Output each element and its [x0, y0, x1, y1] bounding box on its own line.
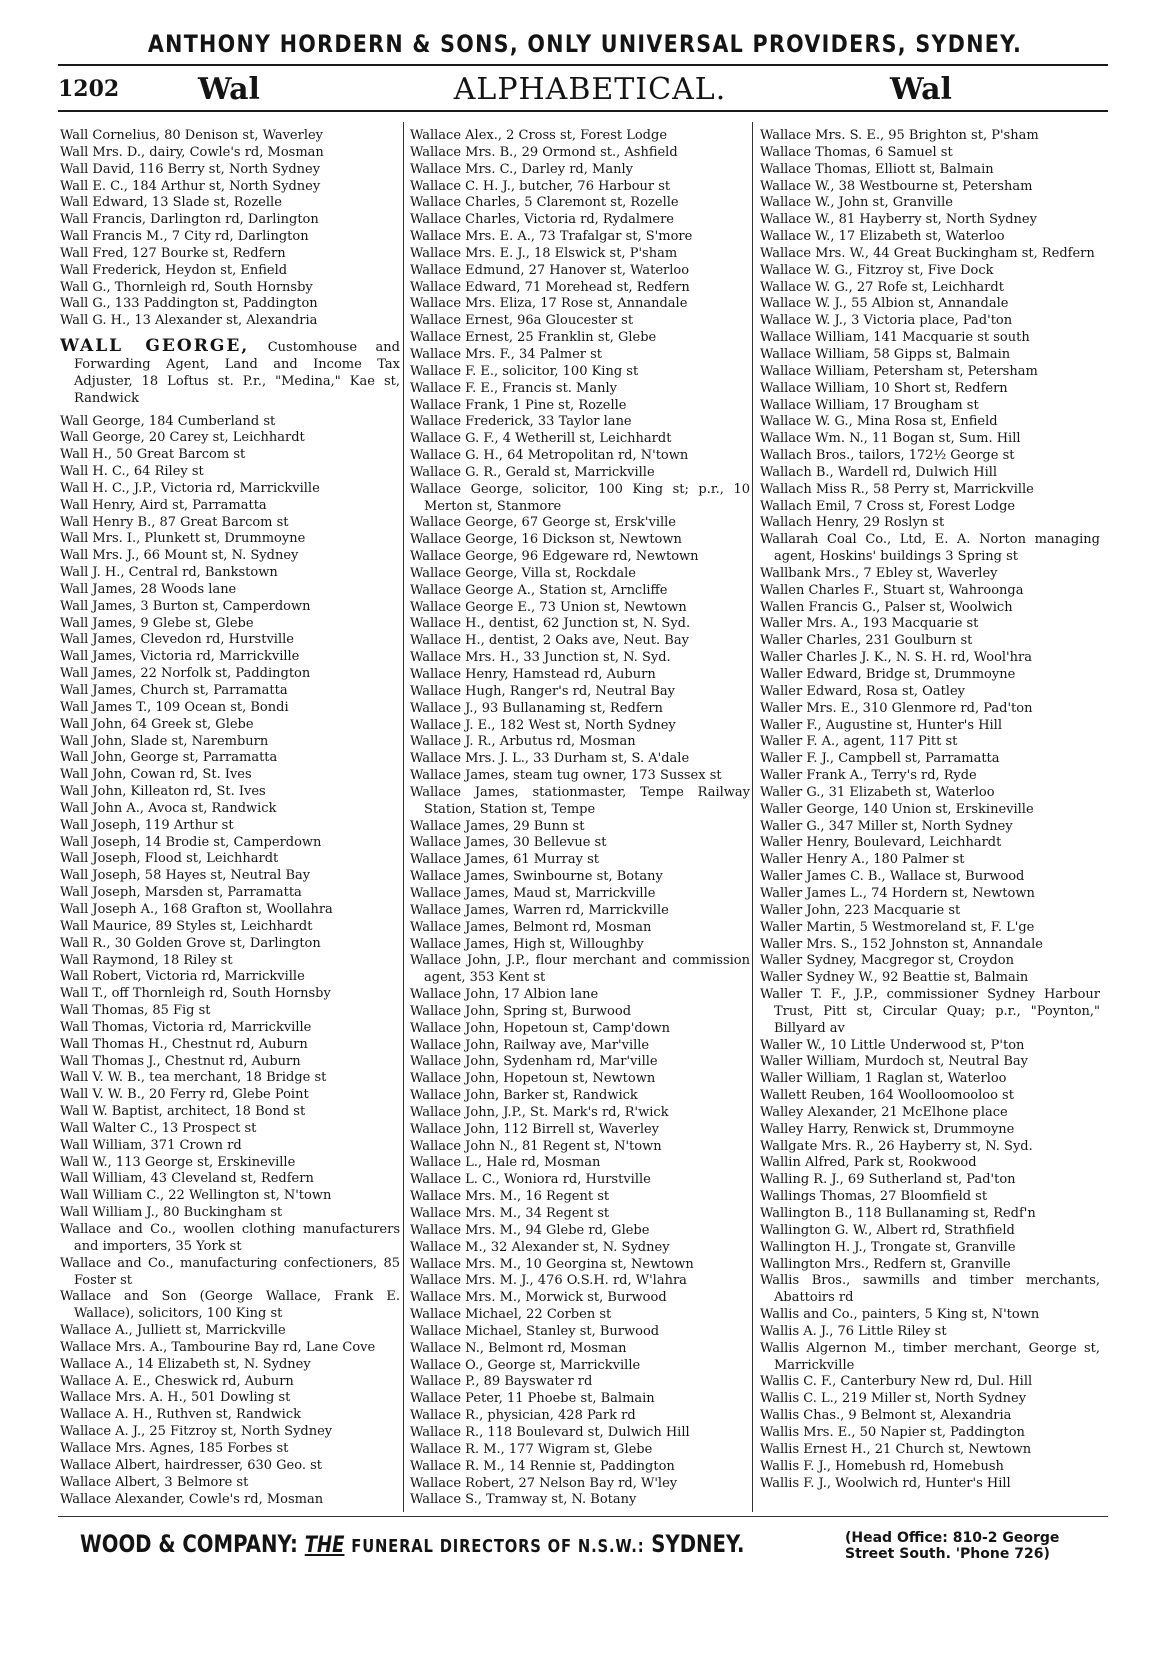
directory-entry: Wallace James, Maud st, Marrickville — [410, 885, 656, 901]
directory-entry: Wall Frederick, Heydon st, Enfield — [60, 262, 288, 278]
directory-entry: Wall John, Killeaton rd, St. Ives — [60, 784, 266, 800]
directory-entry: Wallace Peter, 11 Phoebe st, Balmain — [410, 1391, 655, 1407]
directory-entry: Wallace Albert, 3 Belmore st — [60, 1474, 249, 1490]
directory-entry: Wallace Mrs. A., Tambourine Bay rd, Lane Cove — [60, 1339, 376, 1355]
top-advert-banner: ANTHONY HORDERN & SONS, ONLY UNIVERSAL PROVIDERS, SYDNEY. — [147, 30, 1023, 58]
directory-entry: Waller Edward, Bridge st, Drummoyne — [760, 667, 1016, 682]
directory-entry: Wallace G. H., 64 Metropolitan rd, N'town — [410, 448, 689, 464]
directory-entry: Wall V. W. B., 20 Ferry rd, Glebe Point — [60, 1087, 309, 1103]
directory-entry: Wallace John, 17 Albion lane — [410, 987, 599, 1003]
directory-entry: Wall Thomas, Victoria rd, Marrickville — [60, 1019, 312, 1035]
directory-entry: Wallace J. R., Arbutus rd, Mosman — [410, 734, 636, 750]
directory-entry: Wallis F. J., Woolwich rd, Hunter's Hill — [760, 1475, 1011, 1491]
directory-entry: Wall John A., Avoca st, Randwick — [60, 800, 277, 816]
directory-entry: Wallace H., dentist, 2 Oaks ave, Neut. Bay — [410, 633, 689, 649]
directory-entry: Wallace John N., 81 Regent st, N'town — [410, 1138, 662, 1154]
directory-entry: Wall T., off Thornleigh rd, South Hornsby — [60, 986, 331, 1002]
directory-entry: Waller F. A., agent, 117 Pitt st — [760, 734, 958, 750]
directory-entry: Wall G., 133 Paddington st, Paddington — [60, 296, 318, 312]
directory-entry: Wallin Alfred, Park st, Rookwood — [760, 1155, 977, 1171]
directory-entry: Wallace James, 29 Bunn st — [410, 818, 585, 834]
directory-entry: Wallace George E., 73 Union st, Newtown — [410, 599, 687, 615]
directory-entry: Waller James C. B., Wallace st, Burwood — [760, 869, 1025, 885]
directory-entry: Wallace George, 67 George st, Ersk'ville — [410, 515, 676, 531]
directory-entry: Wallach Henry, 29 Roslyn st — [760, 515, 945, 531]
directory-entry: Wallace P., 89 Bayswater rd — [410, 1374, 593, 1390]
directory-entry: Wallace Mrs. M., Morwick st, Burwood — [410, 1290, 667, 1306]
directory-entry: Wallace A. J., 25 Fitzroy st, North Sydney — [60, 1424, 333, 1440]
directory-entry: Wallace A. E., Cheswick rd, Auburn — [60, 1373, 294, 1389]
bottom-advert — [80, 1530, 745, 1558]
directory-entry: Wall William C., 22 Wellington st, N'town — [60, 1188, 332, 1204]
directory-entry: Walley Alexander, 21 McElhone place — [760, 1104, 1008, 1120]
directory-entry: Wallace Mrs. C., Darley rd, Manly — [410, 161, 633, 177]
directory-entry: Wallace Mrs. S. E., 95 Brighton st, P'sham — [760, 128, 1039, 143]
directory-entry: Wallace George, solicitor, 100 King st; p.r., 10 Merton st, Stanmore — [410, 481, 750, 514]
directory-entry: Wallace Mrs. M., 16 Regent st — [410, 1189, 610, 1205]
directory-entry: Wall James, Church st, Parramatta — [60, 683, 288, 698]
directory-entry: Wallace James, High st, Willoughby — [410, 936, 644, 952]
directory-entry: Wall Joseph, Marsden st, Parramatta — [60, 885, 302, 901]
directory-entry: Wall Thomas J., Chestnut rd, Auburn — [60, 1053, 301, 1069]
directory-entry: Waller Mrs. A., 193 Macquarie st — [760, 616, 979, 632]
directory-entry: Wallach Miss R., 58 Perry st, Marrickville — [760, 481, 1034, 497]
directory-entry: Wallace A. H., Ruthven st, Randwick — [60, 1407, 301, 1423]
directory-entry: Wall Walter C., 13 Prospect st — [60, 1120, 257, 1136]
directory-entry: Wallace A., Julliett st, Marrickville — [60, 1323, 286, 1339]
directory-entry: Wallace W. G., Fitzroy st, Five Dock — [760, 262, 994, 278]
directory-entry: Wall W., 113 George st, Erskineville — [60, 1154, 296, 1170]
directory-entry: Wall E. C., 184 Arthur st, North Sydney — [60, 178, 321, 194]
directory-entry: Wallace R. M., 177 Wigram st, Glebe — [410, 1441, 653, 1457]
directory-entry: Wall James, 28 Woods lane — [60, 581, 237, 597]
directory-entry: Waller Sydney, Macgregor st, Croydon — [760, 953, 1014, 969]
directory-entry: Wall Robert, Victoria rd, Marrickville — [60, 969, 305, 985]
directory-entry: Wallace Mrs. A. H., 501 Dowling st — [60, 1390, 291, 1406]
directory-entry: Wall George, 20 Carey st, Leichhardt — [60, 430, 305, 446]
directory-column-2 — [410, 128, 750, 1509]
directory-entry: Wallace Mrs. E. A., 73 Trafalgar st, S'more — [410, 229, 693, 245]
directory-entry: Wallace W. J., 3 Victoria place, Pad'ton — [760, 313, 1013, 329]
directory-entry: Wallace R., 118 Boulevard st, Dulwich Hill — [410, 1424, 690, 1440]
directory-entry: Waller Henry, Boulevard, Leichhardt — [760, 835, 1002, 851]
directory-entry: Wallace M., 32 Alexander st, N. Sydney — [410, 1239, 670, 1255]
directory-entry: Wallach Bros., tailors, 172½ George st — [760, 448, 1015, 464]
directory-entry: Wallace Mrs. M., 94 Glebe rd, Glebe — [410, 1222, 650, 1238]
directory-entry: Wallace Mrs. M. J., 476 O.S.H. rd, W'lahra — [410, 1273, 687, 1289]
guide-word-left: Wal — [198, 72, 260, 107]
directory-entry: Wall J. H., Central rd, Bankstown — [60, 565, 278, 581]
directory-entry: Wallace George A., Station st, Arncliffe — [410, 582, 668, 598]
directory-entry: Wallace W. G., 27 Rofe st, Leichhardt — [760, 279, 1004, 295]
directory-entry: Wallace Charles, Victoria rd, Rydalmere — [410, 212, 674, 228]
directory-entry: Wallis Ernest H., 21 Church st, Newtown — [760, 1441, 1032, 1457]
directory-entry: Wallace W. G., Mina Rosa st, Enfield — [760, 414, 998, 430]
directory-entry: Waller G., 347 Miller st, North Sydney — [760, 818, 1013, 834]
directory-entry: Wall John, 64 Greek st, Glebe — [60, 716, 254, 732]
directory-entry: Wallace Mrs. Agnes, 185 Forbes st — [60, 1440, 289, 1456]
advert-tagline: FUNERAL DIRECTORS OF N.S.W.: — [351, 1536, 645, 1557]
directory-entry: Wall James, Victoria rd, Marrickville — [60, 649, 300, 665]
directory-entry: Wall W. Baptist, architect, 18 Bond st — [60, 1104, 306, 1120]
directory-entry: Wall James, 9 Glebe st, Glebe — [60, 615, 254, 631]
directory-entry: Waller William, Murdoch st, Neutral Bay — [760, 1054, 1029, 1070]
directory-entry: Wall Joseph A., 168 Grafton st, Woollahra — [60, 901, 333, 917]
directory-entry: Wallace Albert, hairdresser, 630 Geo. st — [60, 1457, 323, 1473]
directory-entry: Wall Francis, Darlington rd, Darlington — [60, 212, 319, 228]
directory-entry: Wallace Edward, 71 Morehead st, Redfern — [410, 279, 690, 295]
directory-entry: Wallace George, 16 Dickson st, Newtown — [410, 532, 682, 548]
directory-entry: Wall William, 43 Cleveland st, Redfern — [60, 1171, 314, 1187]
directory-entry: Wallace Wm. N., 11 Bogan st, Sum. Hill — [760, 431, 1021, 447]
directory-entry: Wallis Chas., 9 Belmont st, Alexandria — [760, 1408, 1012, 1424]
directory-entry: Wall James, Clevedon rd, Hurstville — [60, 632, 294, 648]
column-divider — [752, 122, 753, 1512]
directory-entry: Wallace James, stationmaster, Tempe Railway Station, Station st, Tempe — [410, 784, 750, 817]
directory-entry: Wall Joseph, Flood st, Leichhardt — [60, 851, 279, 867]
directory-entry: Wallace C. H. J., butcher, 76 Harbour st — [410, 178, 671, 194]
directory-entry: Wallace Mrs. E. J., 18 Elswick st, P'sham — [410, 245, 678, 261]
directory-entry: Wallace William, Petersham st, Petersham — [760, 363, 1038, 379]
directory-entry: Wallings Thomas, 27 Bloomfield st — [760, 1189, 988, 1205]
directory-entry: Waller W., 10 Little Underwood st, P'ton — [760, 1037, 1025, 1053]
directory-column-1 — [60, 128, 400, 1508]
directory-entry: Wallace W., John st, Granville — [760, 195, 953, 211]
directory-entry: Wallace and Co., woollen clothing manufacturers and importers, 35 York st — [60, 1222, 400, 1254]
directory-entry: Wall James, 22 Norfolk st, Paddington — [60, 666, 311, 682]
directory-entry: Wall Cornelius, 80 Denison st, Waverley — [60, 128, 324, 143]
directory-entry: Wall G. H., 13 Alexander st, Alexandria — [60, 313, 318, 329]
directory-entry: Wallace John, Railway ave, Mar'ville — [410, 1037, 650, 1053]
directory-entry: Waller Sydney W., 92 Beattie st, Balmain — [760, 970, 1029, 986]
directory-entry: Walley Harry, Renwick st, Drummoyne — [760, 1121, 1015, 1137]
directory-entry: Wallace James, Warren rd, Marrickville — [410, 902, 669, 918]
directory-entry: Wallace Henry, Hamstead rd, Auburn — [410, 667, 656, 682]
directory-entry: Wallace John, Hopetoun st, Camp'down — [410, 1020, 671, 1036]
directory-entry: Waller James L., 74 Hordern st, Newtown — [760, 885, 1035, 901]
directory-entry: Wallgate Mrs. R., 26 Hayberry st, N. Syd. — [760, 1138, 1033, 1154]
directory-entry: Wall Joseph, 14 Brodie st, Camperdown — [60, 834, 322, 850]
directory-entry: Wallace John, Spring st, Burwood — [410, 1003, 632, 1019]
directory-entry: Wall Mrs. J., 66 Mount st, N. Sydney — [60, 548, 299, 564]
directory-entry: Wallace L., Hale rd, Mosman — [410, 1155, 601, 1171]
advert-note-line-2: Street South. 'Phone 726) — [845, 1546, 1050, 1562]
directory-entry: Wallace James, steam tug owner, 173 Sussex st — [410, 768, 722, 784]
directory-entry: Waller Frank A., Terry's rd, Ryde — [760, 768, 977, 784]
directory-entry: Wallis F. J., Homebush rd, Homebush — [760, 1458, 1004, 1474]
directory-entry: Wall Thomas, 85 Fig st — [60, 1003, 211, 1019]
directory-entry: Waller F., Augustine st, Hunter's Hill — [760, 717, 1002, 733]
directory-entry: Wallace Mrs. J. L., 33 Durham st, S. A'dale — [410, 751, 690, 767]
directory-entry: Waller Charles J. K., N. S. H. rd, Wool'hra — [760, 650, 1032, 666]
directory-entry: Wall John, Slade st, Naremburn — [60, 733, 269, 749]
directory-entry: Wall Francis M., 7 City rd, Darlington — [60, 229, 309, 245]
directory-entry: Wall Henry B., 87 Great Barcom st — [60, 514, 289, 530]
advert-office-note — [845, 1530, 1095, 1562]
directory-entry: Wallace James, Swinbourne st, Botany — [410, 869, 663, 885]
directory-entry: Wall R., 30 Golden Grove st, Darlington — [60, 935, 321, 951]
directory-entry: Wallis C. L., 219 Miller st, North Sydney — [760, 1391, 1027, 1407]
directory-entry: Wall David, 116 Berry st, North Sydney — [60, 161, 321, 177]
directory-entry: Waller Mrs. E., 310 Glenmore rd, Pad'ton — [760, 700, 1033, 716]
directory-entry: Wallace William, 58 Gipps st, Balmain — [760, 346, 1011, 362]
advert-the: THE — [304, 1533, 345, 1558]
directory-entry: Wall V. W. B., tea merchant, 18 Bridge st — [60, 1070, 327, 1086]
directory-entry: Wallace Hugh, Ranger's rd, Neutral Bay — [410, 683, 676, 699]
directory-entry: Wallace William, 10 Short st, Redfern — [760, 380, 1008, 396]
directory-entry: Wallach Emil, 7 Cross st, Forest Lodge — [760, 498, 1016, 514]
directory-entry: Wallace Mrs. Eliza, 17 Rose st, Annandale — [410, 296, 688, 312]
directory-entry: Wallace John, Barker st, Randwick — [410, 1088, 638, 1104]
directory-entry: Wallace N., Belmont rd, Mosman — [410, 1340, 627, 1356]
directory-entry: Wallis Bros., sawmills and timber merchants, Abattoirs rd — [760, 1273, 1100, 1306]
directory-entry: Wallace and Co., manufacturing confectioners, 85 Foster st — [60, 1255, 400, 1288]
directory-entry: Wallace R., physician, 428 Park rd — [410, 1408, 636, 1424]
directory-entry: Wallace Mrs. M., 10 Georgina st, Newtown — [410, 1256, 694, 1272]
directory-entry: Wallace H., dentist, 62 Junction st, N. Syd. — [410, 616, 691, 632]
directory-entry: Wall H. C., 64 Riley st — [60, 464, 204, 480]
directory-entry: Wallington Mrs., Redfern st, Granville — [760, 1256, 1011, 1272]
directory-entry: Wall John, Cowan rd, St. Ives — [60, 767, 252, 783]
directory-entry: Waller George, 140 Union st, Erskineville — [760, 801, 1034, 817]
directory-entry: Wallace John, 112 Birrell st, Waverley — [410, 1121, 660, 1137]
advert-city: SYDNEY. — [651, 1530, 745, 1558]
directory-entry: Wallace Mrs. H., 33 Junction st, N. Syd. — [410, 650, 671, 666]
directory-entry: Wallace Mrs. F., 34 Palmer st — [410, 346, 603, 362]
directory-entry: Waller Charles, 231 Goulburn st — [760, 633, 973, 649]
directory-entry: Wallace John, J.P., flour merchant and commission agent, 353 Kent st — [410, 953, 750, 986]
directory-entry: Wallington H. J., Trongate st, Granville — [760, 1239, 1016, 1255]
directory-entry: Wallbank Mrs., 7 Ebley st, Waverley — [760, 565, 998, 581]
directory-entry: Wallace Alex., 2 Cross st, Forest Lodge — [410, 128, 668, 143]
directory-entry: Wallace W. J., 55 Albion st, Annandale — [760, 296, 1009, 312]
directory-entry: Wallington B., 118 Bullanaming st, Redf'n — [760, 1206, 1036, 1221]
directory-entry: Wall Mrs. I., Plunkett st, Drummoyne — [60, 531, 306, 547]
directory-entry: Wallace L. C., Woniora rd, Hurstville — [410, 1172, 651, 1188]
directory-entry: Wallace G. F., 4 Wetherill st, Leichhardt — [410, 431, 672, 447]
guide-word-right: Wal — [890, 72, 952, 107]
directory-entry: Wallace William, 17 Brougham st — [760, 397, 979, 413]
directory-entry: Wallace Alexander, Cowle's rd, Mosman — [60, 1491, 324, 1507]
directory-entry: Wallis Mrs. E., 50 Napier st, Paddington — [760, 1424, 1025, 1440]
directory-entry: Wallace James, 61 Murray st — [410, 852, 599, 868]
directory-entry: Wallace Robert, 27 Nelson Bay rd, W'ley — [410, 1475, 678, 1491]
directory-entry: Wallace Mrs. B., 29 Ormond st., Ashfield — [410, 144, 678, 160]
banner-rule — [58, 64, 1108, 66]
directory-entry: Wallace W., 17 Elizabeth st, Waterloo — [760, 229, 1005, 245]
directory-entry: Wallace Edmund, 27 Hanover st, Waterloo — [410, 262, 690, 278]
directory-entry: Wallace S., Tramway st, N. Botany — [410, 1492, 637, 1508]
directory-entry: Wallen Charles F., Stuart st, Wahroonga — [760, 582, 1024, 598]
directory-entry: Wallace John, J.P., St. Mark's rd, R'wick — [410, 1104, 669, 1120]
advert-note-line-1: (Head Office: 810-2 George — [845, 1530, 1060, 1546]
directory-entry: Wallace Mrs. W., 44 Great Buckingham st, Redfern — [760, 245, 1095, 261]
feature-keyword: WALL GEORGE, — [60, 338, 250, 357]
directory-entry: Walling R. J., 69 Sutherland st, Pad'ton — [760, 1172, 1016, 1188]
directory-entry: Wall Edward, 13 Slade st, Rozelle — [60, 195, 282, 211]
directory-entry: Wallace W., 81 Hayberry st, North Sydney — [760, 212, 1037, 228]
directory-entry: Wall Joseph, 119 Arthur st — [60, 817, 234, 833]
directory-entry: Waller Martin, 5 Westmoreland st, F. L'ge — [760, 919, 1035, 935]
directory-entry: Wallace J. E., 182 West st, North Sydney — [410, 717, 676, 733]
directory-entry: Wallace Thomas, 6 Samuel st — [760, 144, 953, 160]
directory-entry: Wallace Michael, Stanley st, Burwood — [410, 1323, 660, 1339]
directory-entry: Wall James, 3 Burton st, Camperdown — [60, 598, 311, 614]
directory-entry: Wall H., 50 Great Barcom st — [60, 447, 246, 463]
directory-entry: Wall John, George st, Parramatta — [60, 750, 278, 766]
directory-entry: Wallace J., 93 Bullanaming st, Redfern — [410, 700, 663, 716]
directory-entry: Wall H. C., J.P., Victoria rd, Marrickville — [60, 480, 320, 496]
directory-entry: Wallarah Coal Co., Ltd, E. A. Norton managing agent, Hoskins' buildings 3 Spring st — [760, 532, 1100, 565]
directory-entry: Wallace John, Sydenham rd, Mar'ville — [410, 1054, 658, 1070]
directory-entry: Wall William J., 80 Buckingham st — [60, 1205, 283, 1221]
directory-entry: Waller T. F., J.P., commissioner Sydney Harbour Trust, Pitt st, Circular Quay; p.r., "Poynton," Billyard av — [760, 987, 1100, 1036]
directory-entry: Wallace R. M., 14 Rennie st, Paddington — [410, 1458, 675, 1474]
footer-rule — [58, 1516, 1108, 1517]
directory-entry: Wallace A., 14 Elizabeth st, N. Sydney — [60, 1356, 311, 1372]
directory-entry: Wallace W., 38 Westbourne st, Petersham — [760, 178, 1033, 194]
directory-entry-feature: WALL GEORGE, Customhouse and Forwarding Agent, Land and Income Tax Adjuster, 18 Loftus st. P.r., "Medina," Kae st, Randwick — [60, 338, 400, 406]
directory-entry: Wallett Reuben, 164 Woolloomooloo st — [760, 1088, 1014, 1104]
directory-entry: Waller Edward, Rosa st, Oatley — [760, 683, 965, 699]
directory-entry: Wallace James, Belmont rd, Mosman — [410, 919, 652, 935]
directory-entry: Wallace Ernest, 96a Gloucester st — [410, 313, 634, 329]
directory-entry: Wall William, 371 Crown rd — [60, 1137, 242, 1153]
directory-entry: Wallace G. R., Gerald st, Marrickville — [410, 464, 655, 480]
directory-entry: Wallen Francis G., Palser st, Woolwich — [760, 599, 1013, 615]
directory-entry: Wallis C. F., Canterbury New rd, Dul. Hill — [760, 1374, 1033, 1390]
directory-entry: Wallace Mrs. M., 34 Regent st — [410, 1206, 610, 1221]
directory-entry: Wallace and Son (George Wallace, Frank E. Wallace), solicitors, 100 King st — [60, 1289, 400, 1322]
directory-entry: Waller Mrs. S., 152 Johnston st, Annandale — [760, 936, 1043, 952]
directory-entry: Waller G., 31 Elizabeth st, Waterloo — [760, 784, 995, 800]
directory-entry: Wallace William, 141 Macquarie st south — [760, 330, 1030, 346]
page-number: 1202 — [58, 76, 120, 102]
directory-entry: Wallis Algernon M., timber merchant, George st, Marrickville — [760, 1340, 1100, 1373]
directory-entry: Wallace Thomas, Elliott st, Balmain — [760, 161, 994, 177]
directory-entry: Wallace Michael, 22 Corben st — [410, 1307, 612, 1323]
directory-entry: Waller F. J., Campbell st, Parramatta — [760, 751, 1000, 767]
section-title: ALPHABETICAL. — [453, 72, 727, 107]
directory-entry: Wallis and Co., painters, 5 King st, N'town — [760, 1307, 1040, 1323]
directory-entry: Wallace F. E., solicitor, 100 King st — [410, 363, 639, 379]
directory-entry: Wallace James, 30 Bellevue st — [410, 835, 607, 851]
directory-entry: Wall George, 184 Cumberland st — [60, 413, 276, 429]
advert-company: WOOD & COMPANY: — [80, 1530, 298, 1558]
directory-entry: Wallace George, 96 Edgeware rd, Newtown — [410, 549, 699, 565]
directory-entry: Wall Maurice, 89 Styles st, Leichhardt — [60, 918, 313, 934]
directory-entry: Waller Henry A., 180 Palmer st — [760, 852, 965, 868]
directory-entry: Wall Raymond, 18 Riley st — [60, 952, 233, 968]
directory-entry: Wall Mrs. D., dairy, Cowle's rd, Mosman — [60, 144, 324, 160]
directory-entry: Wallace Ernest, 25 Franklin st, Glebe — [410, 330, 657, 346]
directory-entry: Wallace Frederick, 33 Taylor lane — [410, 414, 632, 430]
directory-entry: Wall Henry, Aird st, Parramatta — [60, 497, 267, 513]
directory-entry: Wall James T., 109 Ocean st, Bondi — [60, 699, 289, 715]
directory-entry: Wallace O., George st, Marrickville — [410, 1357, 641, 1373]
directory-entry: Wall Thomas H., Chestnut rd, Auburn — [60, 1036, 308, 1052]
directory-entry: Wallington G. W., Albert rd, Strathfield — [760, 1222, 1015, 1238]
directory-entry: Wallace F. E., Francis st. Manly — [410, 380, 617, 396]
directory-entry: Wallace George, Villa st, Rockdale — [410, 565, 636, 581]
column-divider — [403, 122, 404, 1512]
directory-entry: Wall G., Thornleigh rd, South Hornsby — [60, 279, 313, 295]
directory-entry: Wallace John, Hopetoun st, Newtown — [410, 1071, 656, 1087]
directory-entry: Wallach B., Wardell rd, Dulwich Hill — [760, 464, 998, 480]
directory-entry: Wallace Frank, 1 Pine st, Rozelle — [410, 397, 627, 413]
directory-column-3 — [760, 128, 1100, 1492]
directory-entry: Waller John, 223 Macquarie st — [760, 902, 961, 918]
header-rule — [58, 110, 1108, 112]
directory-entry: Wall Fred, 127 Bourke st, Redfern — [60, 245, 286, 261]
directory-entry: Wallis A. J., 76 Little Riley st — [760, 1323, 947, 1339]
directory-entry: Waller William, 1 Raglan st, Waterloo — [760, 1071, 1007, 1087]
directory-entry: Wallace Charles, 5 Claremont st, Rozelle — [410, 195, 679, 211]
directory-entry: Wall Joseph, 58 Hayes st, Neutral Bay — [60, 868, 311, 884]
